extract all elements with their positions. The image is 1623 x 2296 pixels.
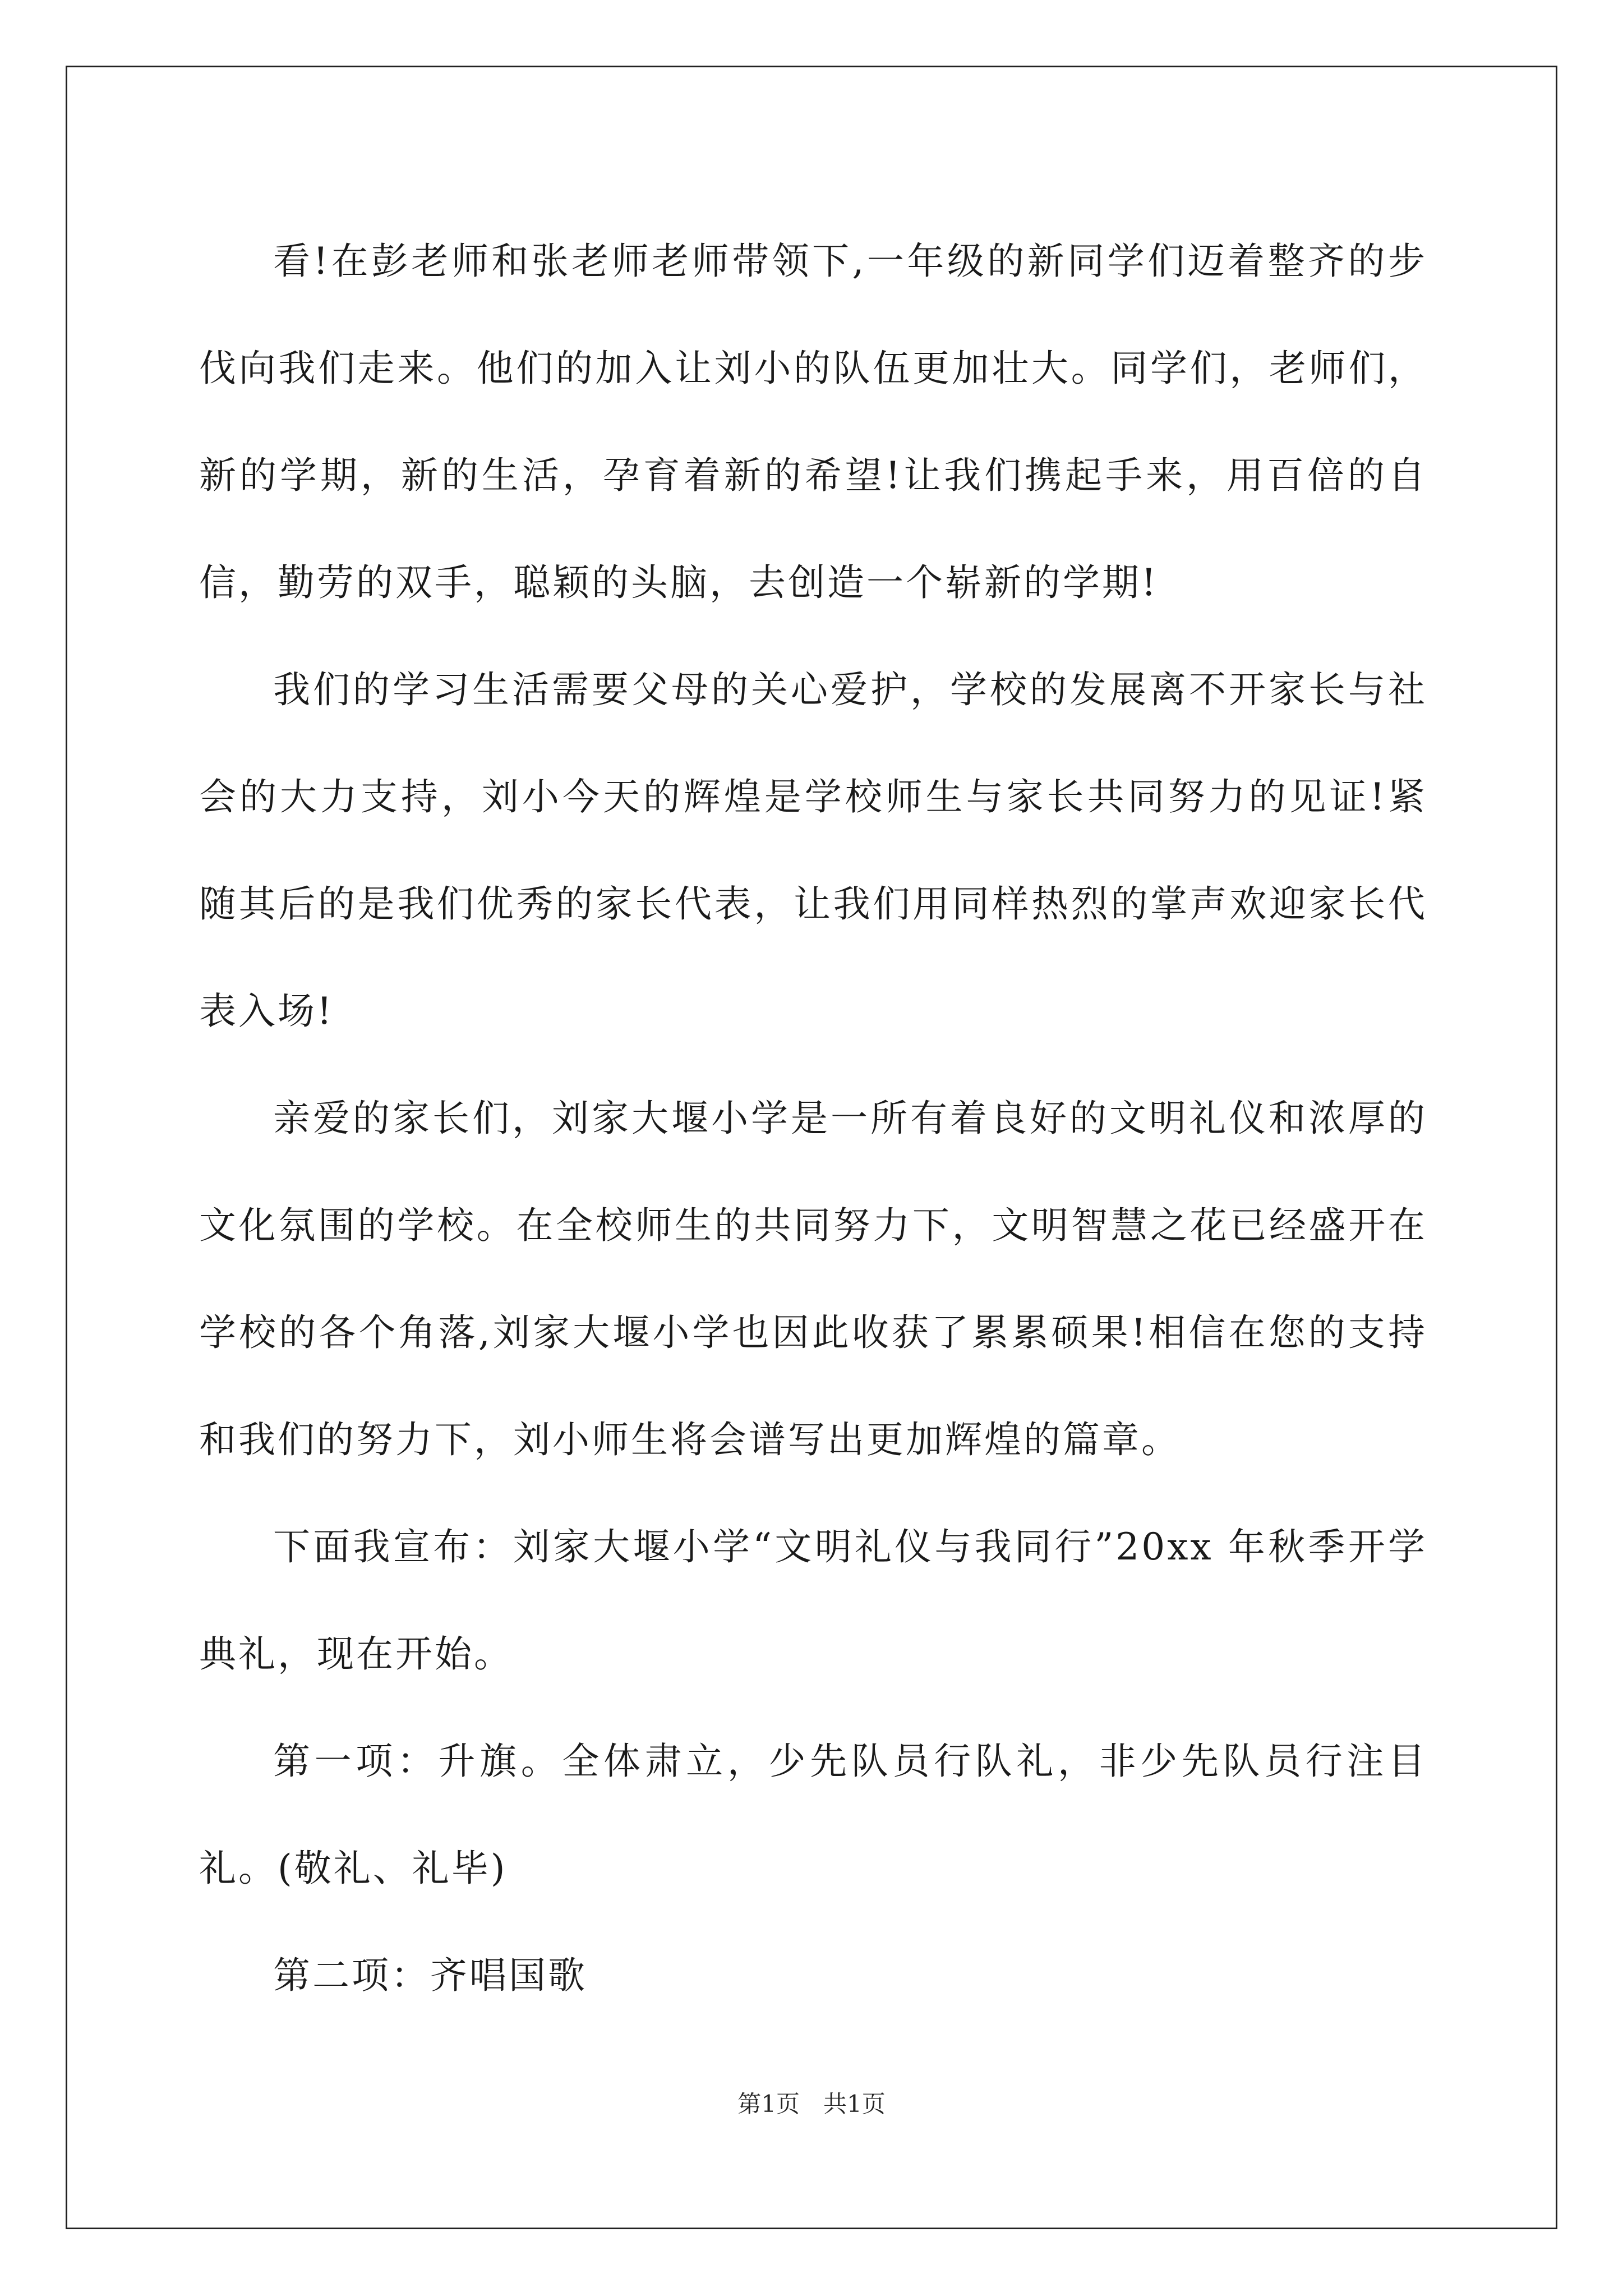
paragraph: 下面我宣布：刘家大堰小学“文明礼仪与我同行”20xx 年秋季开学典礼，现在开始。	[199, 1525, 1427, 1676]
paragraph: 第二项：齐唱国歌	[273, 1954, 587, 1997]
paragraph: 看!在彭老师和张老师老师带领下,一年级的新同学们迈着整齐的步伐向我们走来。他们的加入让刘小的队伍更加壮大。同学们，老师们，新的学期，新的生活，孕育着新的希望!让我们携起手来，用百倍的自信，勤劳的双手，聪颖的头脑，去创造一个崭新的学期!	[199, 240, 1427, 604]
page-footer: 第1页 共1页	[737, 2090, 886, 2118]
paragraph: 亲爱的家长们，刘家大堰小学是一所有着良好的文明礼仪和浓厚的文化氛围的学校。在全校师生的共同努力下，文明智慧之花已经盛开在学校的各个角落,刘家大堰小学也因此收获了累累硕果!相信在您的支持和我们的努力下，刘小师生将会谱写出更加辉煌的篇章。	[199, 1097, 1427, 1461]
document-body	[199, 208, 1427, 2029]
paragraph: 第一项：升旗。全体肃立，少先队员行队礼，非少先队员行注目礼。(敬礼、礼毕)	[199, 1740, 1427, 1890]
paragraph: 我们的学习生活需要父母的关心爱护，学校的发展离不开家长与社会的大力支持，刘小今天的辉煌是学校师生与家长共同努力的见证!紧随其后的是我们优秀的家长代表，让我们用同样热烈的掌声欢迎家长代表入场!	[199, 668, 1427, 1033]
